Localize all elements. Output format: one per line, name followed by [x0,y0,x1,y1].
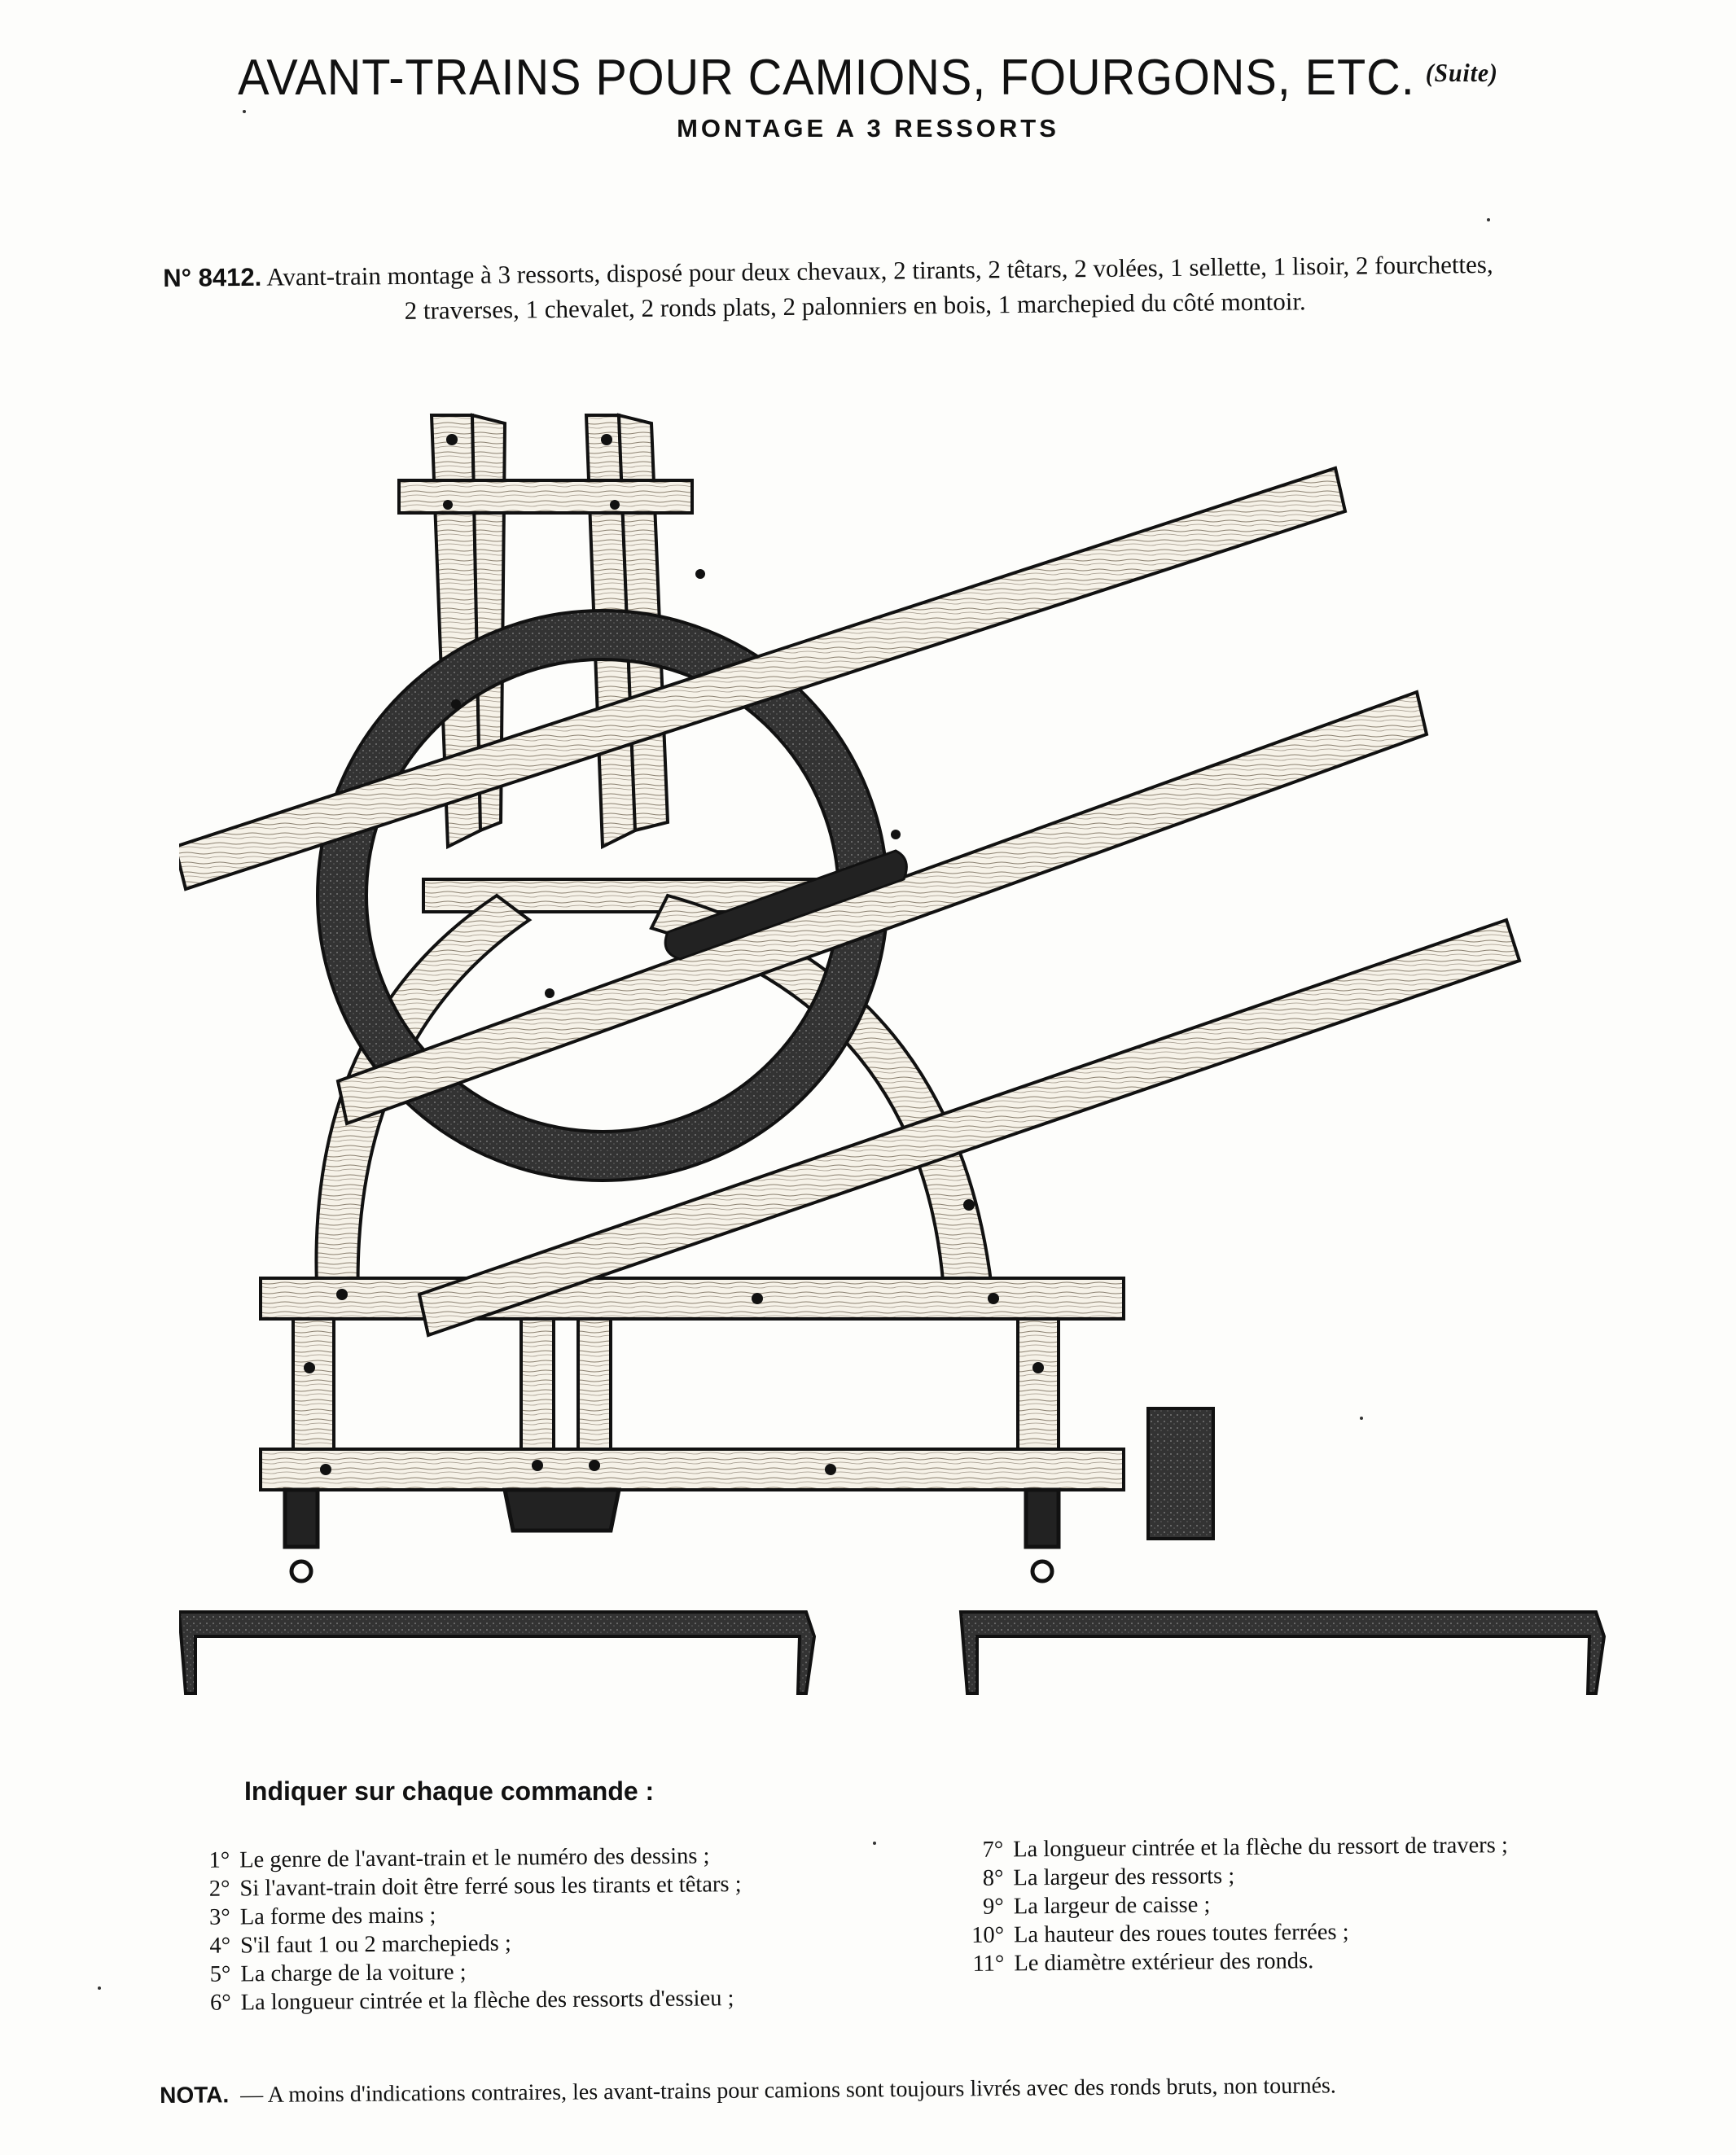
marchepied [1148,1408,1213,1539]
list-item: 11° Le diamètre extérieur des ronds. [972,1948,1314,1977]
list-item: 1° Le genre de l'avant-train et le numéro des dessins ; [208,1843,710,1873]
avant-train-illustration [179,391,1612,1710]
orders-list-left [189,1842,743,2017]
list-item: 4° S'il faut 1 ou 2 marchepieds ; [209,1930,512,1959]
right-palonnier [961,1612,1604,1693]
suite-label: (Suite) [1425,58,1498,87]
left-post [293,1319,334,1449]
list-item: 3° La forme des mains ; [208,1903,436,1930]
list-item: 10° La hauteur des roues toutes ferrées ; [971,1919,1349,1948]
page-title-text: AVANT-TRAINS POUR CAMIONS, FOURGONS, ETC. [238,50,1415,106]
spring-hangers [285,1490,1059,1581]
item-description-line1: Avant-train montage à 3 ressorts, disposé pour deux chevaux, 2 tirants, 2 têtars, 2 volées, 1 sellette, 1 lisoir, 2 fourchettes, [266,249,1493,291]
center-post-right [578,1319,611,1449]
list-item: 2° Si l'avant-train doit être ferré sous les tirants et têtars ; [208,1872,742,1902]
nota-label: NOTA. [160,2082,230,2108]
list-item: 5° La charge de la voiture ; [209,1960,467,1987]
diagonal-bars [179,468,1519,1335]
page-title [61,49,1676,107]
left-palonnier [179,1612,814,1693]
item-description [163,245,1621,331]
page-subtitle: MONTAGE A 3 RESSORTS [677,114,1059,142]
list-item: 7° La longueur cintrée et la flèche du ressort de travers ; [982,1833,1508,1863]
list-item: 9° La largeur de caisse ; [982,1892,1211,1920]
top-crossbar [399,480,692,513]
list-item: 6° La longueur cintrée et la flèche des ressorts d'essieu ; [209,1986,734,2016]
sellette-crossbar [261,1449,1124,1490]
center-post-left [521,1319,554,1449]
nota-text: — A moins d'indications contraires, les avant-trains pour camions sont toujours livrés avec des ronds bruts, non tournés. [240,2073,1336,2109]
item-number: N° 8412. [163,262,262,292]
palonniers [179,1612,1604,1693]
list-item: 8° La largeur des ressorts ; [982,1864,1235,1891]
right-post [1018,1319,1059,1449]
item-description-line2: 2 traverses, 1 chevalet, 2 ronds plats, 2 palonniers en bois, 1 marchepied du côté montoir. [404,287,1306,325]
nota-note [160,2072,1336,2109]
orders-list-right [958,1831,1509,1978]
orders-heading: Indiquer sur chaque commande : [244,1776,655,1806]
